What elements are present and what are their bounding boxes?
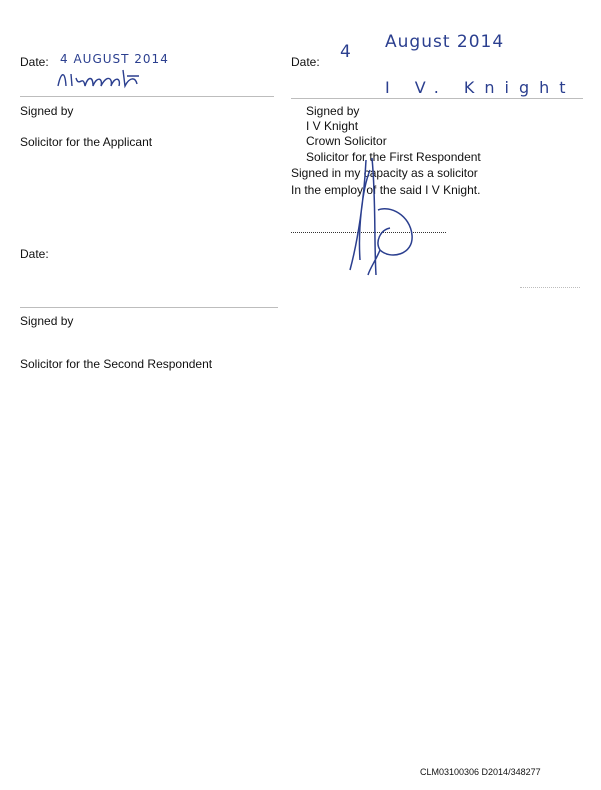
applicant-signature-line: [20, 96, 274, 97]
first-respondent-capacity: Signed in my capacity as a solicitor: [291, 166, 478, 180]
first-respondent-handwritten-name: I V. Knight: [385, 78, 576, 97]
first-respondent-handwritten-date: August 2014: [385, 32, 505, 52]
first-respondent-name: I V Knight: [306, 119, 359, 133]
applicant-handwritten-date: 4 AUGUST 2014: [60, 52, 169, 66]
first-respondent-title: Crown Solicitor: [306, 134, 387, 148]
first-respondent-signature-line: [291, 98, 583, 99]
applicant-date-label: Date:: [20, 55, 49, 69]
first-respondent-date-label: Date:: [291, 55, 320, 69]
applicant-role: Solicitor for the Applicant: [20, 135, 153, 149]
second-respondent-signature-line: [20, 307, 278, 308]
first-respondent-handwritten-day: 4: [340, 42, 352, 62]
first-respondent-role: Solicitor for the First Respondent: [306, 150, 481, 164]
second-respondent-signed-by: Signed by: [20, 314, 74, 328]
first-respondent-faint-line: [520, 287, 580, 288]
applicant-signature: [55, 64, 145, 94]
first-respondent-signed-by: Signed by: [306, 104, 360, 118]
first-respondent-employ: In the employ of the said I V Knight.: [291, 183, 481, 197]
second-respondent-role: Solicitor for the Second Respondent: [20, 357, 213, 371]
document-reference: CLM03100306 D2014/348277: [420, 767, 541, 777]
first-respondent-signature: [330, 110, 430, 280]
applicant-signed-by: Signed by: [20, 104, 74, 118]
second-respondent-date-label: Date:: [20, 247, 49, 261]
